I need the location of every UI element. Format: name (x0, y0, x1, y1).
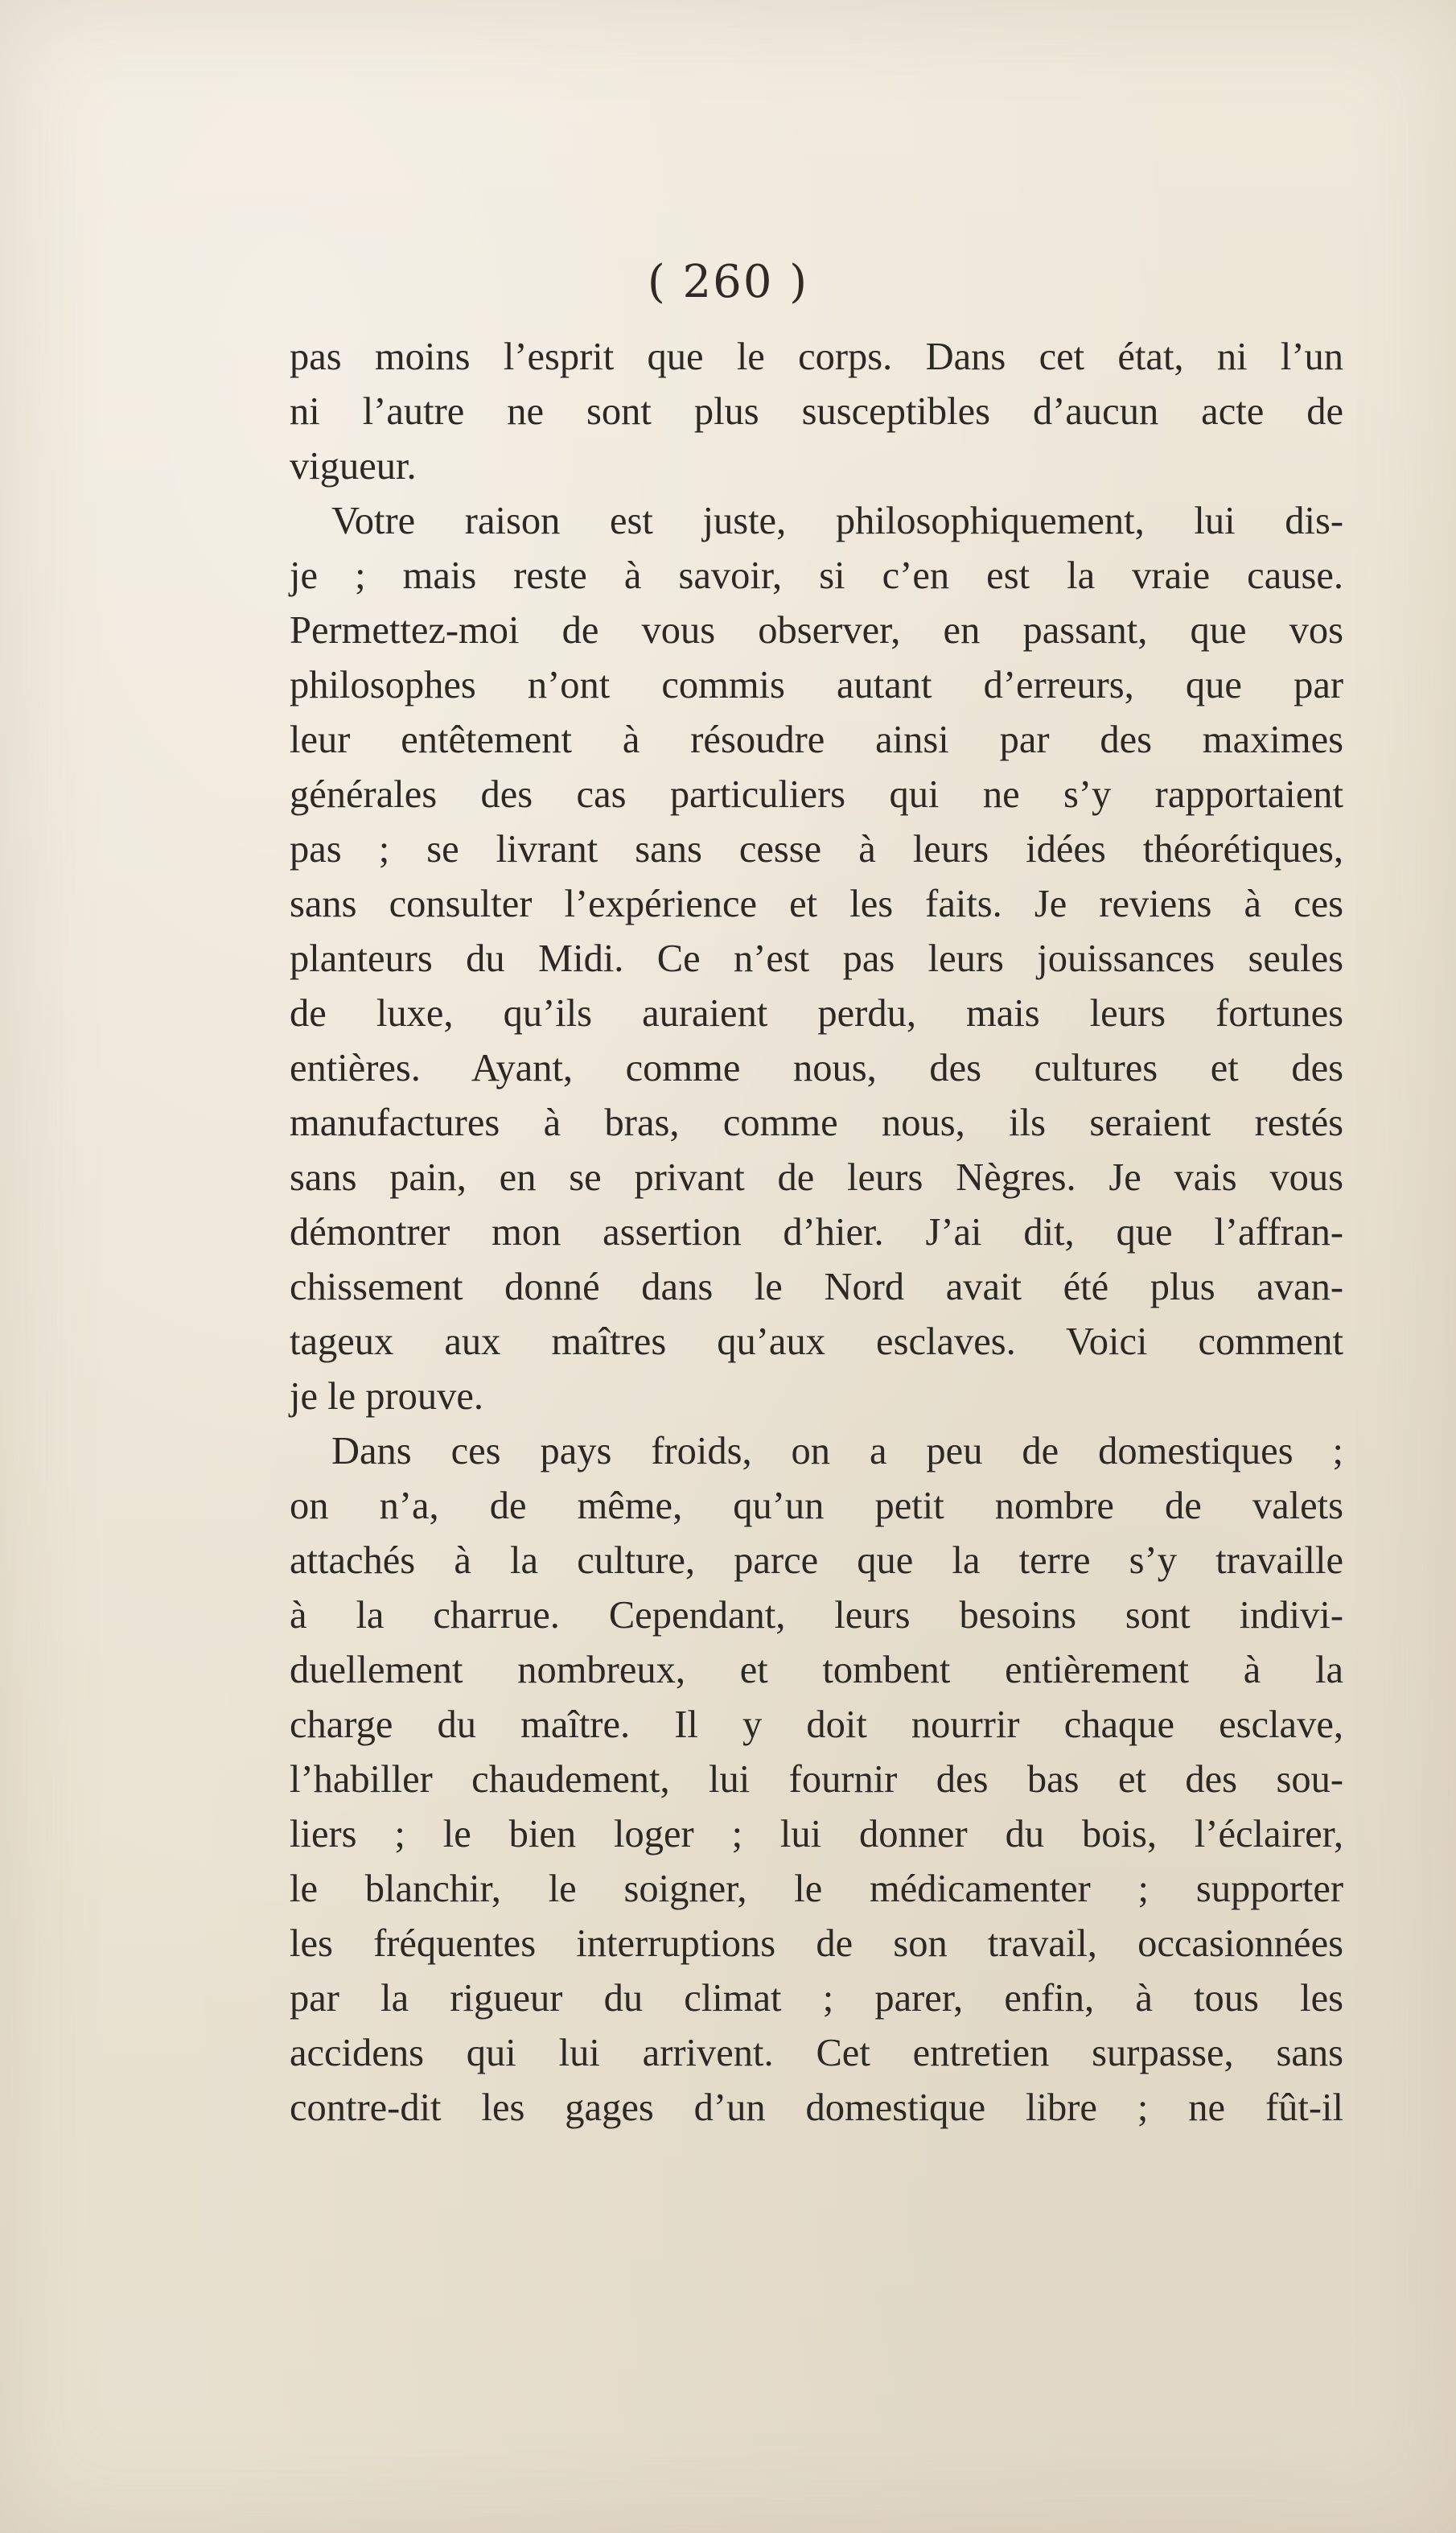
text-line: entières. Ayant, comme nous, des cultures et des (290, 1047, 1343, 1089)
text-line: pas ; se livrant sans cesse à leurs idées théorétiques, (290, 828, 1343, 871)
text-line: je ; mais reste à savoir, si c’en est la vraie cause. (290, 554, 1343, 597)
text-line: charge du maître. Il y doit nourrir chaque esclave, (290, 1703, 1343, 1746)
text-line: vigueur. (290, 445, 417, 488)
text-line: Dans ces pays froids, on a peu de domestiques ; (331, 1430, 1343, 1472)
text-line: accidens qui lui arrivent. Cet entretien surpasse, sans (290, 2032, 1343, 2074)
text-line: planteurs du Midi. Ce n’est pas leurs jouissances seules (290, 937, 1343, 980)
text-line: ni l’autre ne sont plus susceptibles d’aucun acte de (290, 390, 1343, 433)
text-line: manufactures à bras, comme nous, ils seraient restés (290, 1102, 1343, 1144)
text-line: chissement donné dans le Nord avait été plus avan- (290, 1266, 1343, 1308)
text-line: duellement nombreux, et tombent entièrement à la (290, 1649, 1343, 1691)
text-line: contre-dit les gages d’un domestique libre ; ne fût-il (290, 2086, 1343, 2129)
text-line: sans consulter l’expérience et les faits. Je reviens à ces (290, 883, 1343, 925)
body-text (290, 330, 1343, 2136)
text-line: les fréquentes interruptions de son travail, occasionnées (290, 1922, 1343, 1965)
text-line: on n’a, de même, qu’un petit nombre de valets (290, 1485, 1343, 1527)
page-number: ( 260 ) (647, 256, 809, 308)
text-line: démontrer mon assertion d’hier. J’ai dit, que l’affran- (290, 1211, 1343, 1254)
text-line: de luxe, qu’ils auraient perdu, mais leurs fortunes (290, 992, 1343, 1035)
text-line: pas moins l’esprit que le corps. Dans cet état, ni l’un (290, 336, 1343, 378)
text-line: leur entêtement à résoudre ainsi par des maximes (290, 719, 1343, 761)
text-line: générales des cas particuliers qui ne s’y rapportaient (290, 773, 1343, 816)
text-line: sans pain, en se privant de leurs Nègres. Je vais vous (290, 1156, 1343, 1199)
text-line: l’habiller chaudement, lui fournir des bas et des sou- (290, 1758, 1343, 1801)
text-line: le blanchir, le soigner, le médicamenter ; supporter (290, 1868, 1343, 1910)
text-line: Permettez-moi de vous observer, en passant, que vos (290, 609, 1343, 652)
text-line: philosophes n’ont commis autant d’erreurs, que par (290, 664, 1343, 706)
text-line: par la rigueur du climat ; parer, enfin, à tous les (290, 1977, 1343, 2020)
text-line: tageux aux maîtres qu’aux esclaves. Voici comment (290, 1320, 1343, 1363)
text-line: liers ; le bien loger ; lui donner du bois, l’éclairer, (290, 1813, 1343, 1855)
text-line: je le prouve. (290, 1375, 484, 1418)
text-line: attachés à la culture, parce que la terre s’y travaille (290, 1539, 1343, 1582)
text-line: à la charrue. Cependant, leurs besoins sont indivi- (290, 1594, 1343, 1637)
text-line: Votre raison est juste, philosophiquement, lui dis- (331, 500, 1343, 542)
